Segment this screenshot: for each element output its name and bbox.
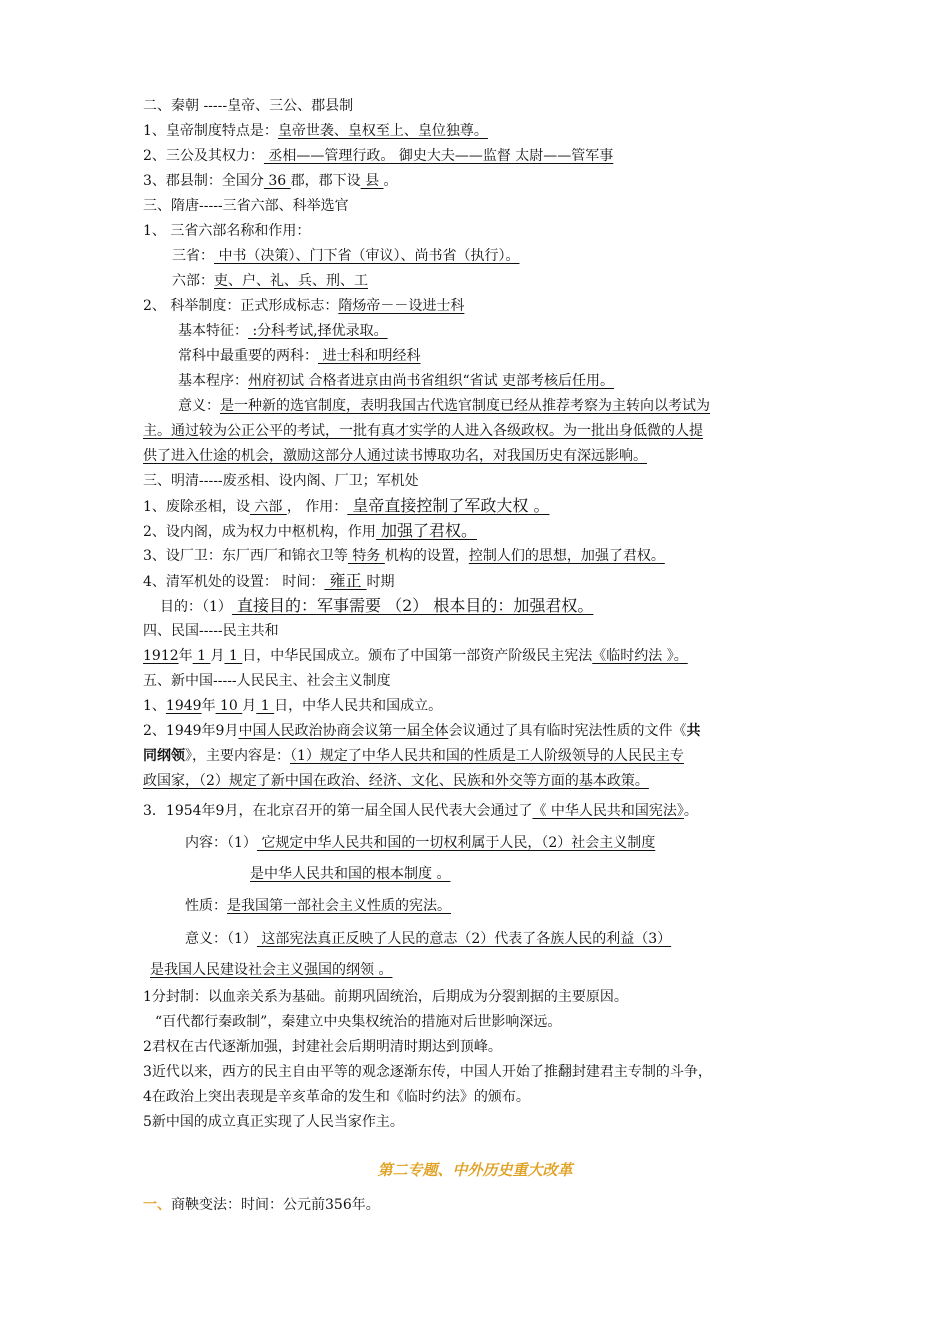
- text-line: 4在政治上突出表现是辛亥革命的发生和《临时约法》的颁布。: [143, 1089, 530, 1105]
- text-line: 意义：（1） 这部宪法真正反映了人民的意志（2）代表了各族人民的利益（3）: [185, 931, 672, 947]
- text-line: 3．1954年9月，在北京召开的第一届全国人民代表大会通过了《 中华人民共和国宪法》。: [143, 803, 698, 819]
- text-line: 1分封制：以血亲关系为基础。前期巩固统治，后期成为分裂割据的主要原因。: [143, 989, 628, 1005]
- text-line: 同纲领》，主要内容是：（1）规定了中华人民共和国的性质是工人阶级领导的人民民主专: [143, 748, 684, 764]
- text-line: 四、民国-----民主共和: [143, 623, 279, 639]
- text-line: 1、废除丞相，设 六部 ， 作用： 皇帝直接控制了军政大权 。: [143, 496, 550, 515]
- text-line: 1、 三省六部名称和作用：: [143, 223, 311, 239]
- text-line: 1912年 1 月 1 日，中华民国成立。颁布了中国第一部资产阶级民主宪法《临时约法 》。: [143, 648, 688, 664]
- text-line: 目的：（1） 直接目的：军事需要 （2） 根本目的：加强君权。: [160, 596, 594, 615]
- text-line: 六部：吏、户、礼、兵、刑、工: [172, 273, 368, 289]
- text-line: 3、设厂卫：东厂西厂和锦衣卫等 特务 机构的设置，控制人们的思想，加强了君权。: [143, 548, 665, 564]
- text-line: 性质：是我国第一部社会主义性质的宪法。: [185, 898, 451, 914]
- text-line: 三、隋唐-----三省六部、科举选官: [143, 198, 349, 214]
- text-line: 2、设内阁，成为权力中枢机构，作用 加强了君权。: [143, 521, 477, 540]
- text-line: 2、三公及其权力： 丞相——管理行政。 御史大夫——监督 太尉——管军事: [143, 148, 614, 164]
- text-line: 是我国人民建设社会主义强国的纲领 。: [150, 962, 393, 978]
- text-line: 一、商鞅变法：时间：公元前356年。: [143, 1197, 380, 1213]
- text-line: 5新中国的成立真正实现了人民当家作主。: [143, 1114, 404, 1130]
- text-line: “百代都行秦政制”，秦建立中央集权统治的措施对后世影响深远。: [155, 1014, 562, 1030]
- text-line: 基本程序：州府初试 合格者进京由尚书省组织“省试 吏部考核后任用。: [178, 373, 615, 389]
- text-line: 内容：（1） 它规定中华人民共和国的一切权利属于人民，（2）社会主义制度: [185, 835, 656, 851]
- text-line: 4、清军机处的设置： 时间： 雍正 时期: [143, 571, 395, 590]
- text-line: 主。通过较为公正公平的考试，一批有真才实学的人进入各级政权。为一批出身低微的人提: [143, 423, 703, 439]
- text-line: 3、郡县制：全国分 36 郡，郡下设 县 。: [143, 173, 398, 189]
- text-line: 基本特征： :分科考试,择优录取。: [178, 323, 388, 339]
- text-line: 3近代以来，西方的民主自由平等的观念逐渐东传，中国人开始了推翻封建君主专制的斗争，: [143, 1064, 712, 1080]
- section-title: 第二专题、中外历史重大改革: [377, 1161, 573, 1179]
- text-line: 2、1949年9月中国人民政治协商会议第一届全体会议通过了具有临时宪法性质的文件《共: [143, 723, 701, 739]
- text-line: 三、明清-----废丞相、设内阁、厂卫；军机处: [143, 473, 419, 489]
- text-line: 常科中最重要的两科： 进士科和明经科: [178, 348, 421, 364]
- text-line: 2、 科举制度：正式形成标志：隋炀帝－－设进士科: [143, 298, 465, 314]
- text-line: 政国家，（2）规定了新中国在政治、经济、文化、民族和外交等方面的基本政策。: [143, 773, 649, 789]
- text-line: 1、皇帝制度特点是：皇帝世袭、皇权至上、皇位独尊。: [143, 123, 488, 139]
- text-line: 2君权在古代逐渐加强，封建社会后期明清时期达到顶峰。: [143, 1039, 502, 1055]
- text-line: 供了进入仕途的机会，激励这部分人通过读书博取功名，对我国历史有深远影响。: [143, 448, 647, 464]
- text-line: 意义：是一种新的选官制度，表明我国古代选官制度已经从推荐考察为主转向以考试为: [178, 398, 710, 414]
- text-line: 是中华人民共和国的根本制度 。: [250, 866, 451, 882]
- text-line: 三省： 中书（决策）、门下省（审议）、尚书省（执行）。: [172, 248, 520, 264]
- text-line: 二、秦朝 -----皇帝、三公、郡县制: [143, 98, 354, 114]
- text-line: 1、1949年 10 月 1 日，中华人民共和国成立。: [143, 698, 443, 714]
- text-line: 五、新中国-----人民民主、社会主义制度: [143, 673, 391, 689]
